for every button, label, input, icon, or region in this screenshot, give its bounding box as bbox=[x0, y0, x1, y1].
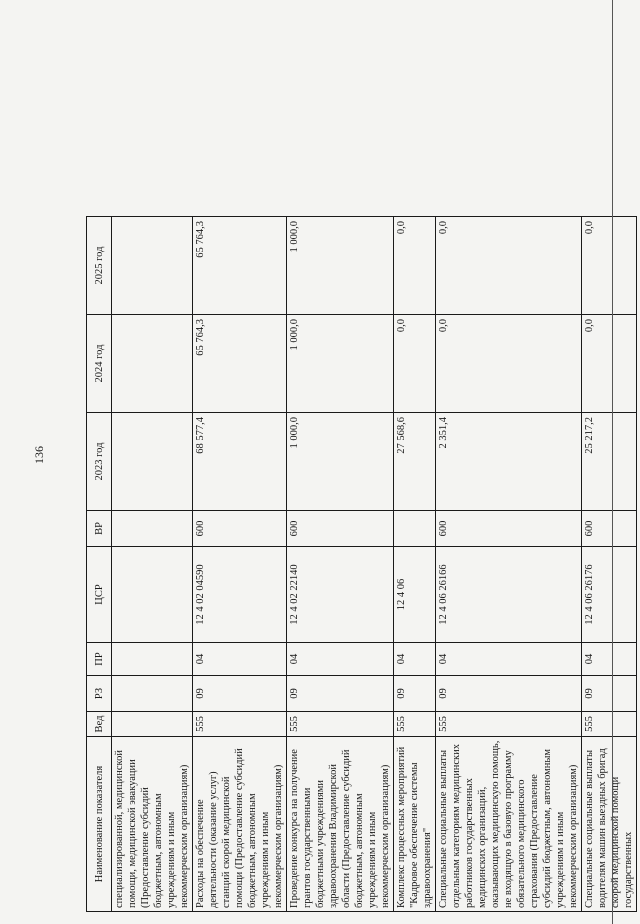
col-header-2023: 2023 год bbox=[87, 413, 112, 511]
cell-2025: 65 764,3 bbox=[193, 217, 287, 315]
cell-rz: 09 bbox=[436, 676, 582, 712]
cell-vr: 600 bbox=[193, 511, 287, 547]
budget-table bbox=[86, 216, 637, 912]
table-header-row bbox=[87, 217, 112, 912]
cell-rz: 09 bbox=[394, 676, 436, 712]
cell-2024 bbox=[112, 315, 193, 413]
col-header-pr: ПР bbox=[87, 643, 112, 676]
table-row bbox=[193, 217, 287, 912]
cell-2025: 0,0 bbox=[394, 217, 436, 315]
col-header-name: Наименование показателя bbox=[87, 737, 112, 912]
cell-2025: 0,0 bbox=[582, 217, 637, 315]
table-row bbox=[287, 217, 394, 912]
cell-2025: 1 000,0 bbox=[287, 217, 394, 315]
cell-rz: 09 bbox=[582, 676, 637, 712]
cell-vr bbox=[112, 511, 193, 547]
col-header-2024: 2024 год bbox=[87, 315, 112, 413]
cell-2024: 0,0 bbox=[582, 315, 637, 413]
cell-rz: 09 bbox=[287, 676, 394, 712]
cell-2023: 25 217,2 bbox=[582, 413, 637, 511]
cell-name: Специальные социальные выплаты отдельным категориям медицинских работников государственных медицинских организаций, оказывающих медицинскую помощь, не входящую в базовую программу обязательного медицинского страхования (Предоставление субсидий бюджетным, автономным учреждениям и иным некоммерческим организациям) bbox=[436, 737, 582, 912]
cell-2023 bbox=[112, 413, 193, 511]
cell-csr: 12 4 02 04590 bbox=[193, 547, 287, 643]
cell-vr: 600 bbox=[582, 511, 637, 547]
cell-csr: 12 4 06 26176 bbox=[582, 547, 637, 643]
cell-pr: 04 bbox=[287, 643, 394, 676]
table-row bbox=[436, 217, 582, 912]
page-bottom-rule bbox=[612, 0, 613, 924]
cell-rz: 09 bbox=[193, 676, 287, 712]
cell-2024: 1 000,0 bbox=[287, 315, 394, 413]
cell-pr: 04 bbox=[193, 643, 287, 676]
cell-2024: 0,0 bbox=[394, 315, 436, 413]
cell-ved: 555 bbox=[394, 712, 436, 737]
cell-pr: 04 bbox=[436, 643, 582, 676]
cell-csr: 12 4 06 bbox=[394, 547, 436, 643]
cell-vr: 600 bbox=[436, 511, 582, 547]
cell-name: специализированной, медицинской помощи, медицинской эвакуации (Предоставление субсидий бюджетным, автономным учреждениям и иным некоммерческим организациям) bbox=[112, 737, 193, 912]
cell-2024: 65 764,3 bbox=[193, 315, 287, 413]
table-row bbox=[112, 217, 193, 912]
cell-2024: 0,0 bbox=[436, 315, 582, 413]
cell-csr: 12 4 02 22140 bbox=[287, 547, 394, 643]
cell-vr bbox=[394, 511, 436, 547]
col-header-ved: Вед bbox=[87, 712, 112, 737]
cell-csr bbox=[112, 547, 193, 643]
cell-ved: 555 bbox=[193, 712, 287, 737]
page-number: 136 bbox=[32, 446, 46, 464]
cell-2023: 1 000,0 bbox=[287, 413, 394, 511]
col-header-vr: ВР bbox=[87, 511, 112, 547]
cell-pr: 04 bbox=[582, 643, 637, 676]
col-header-csr: ЦСР bbox=[87, 547, 112, 643]
cell-name: Расходы на обеспечение деятельности (оказание услуг) станций скорой медицинской помощи (Предоставление субсидий бюджетным, автономным учреждениям и иным некоммерческим организациям) bbox=[193, 737, 287, 912]
cell-2025: 0,0 bbox=[436, 217, 582, 315]
cell-ved: 555 bbox=[582, 712, 637, 737]
cell-rz bbox=[112, 676, 193, 712]
cell-2023: 2 351,4 bbox=[436, 413, 582, 511]
cell-pr bbox=[112, 643, 193, 676]
table-row bbox=[394, 217, 436, 912]
cell-name: Комплекс процессных мероприятий "Кадровое обеспечение системы здравоохранения" bbox=[394, 737, 436, 912]
cell-2023: 27 568,6 bbox=[394, 413, 436, 511]
cell-ved: 555 bbox=[287, 712, 394, 737]
cell-vr: 600 bbox=[287, 511, 394, 547]
cell-2025 bbox=[112, 217, 193, 315]
cell-2023: 68 577,4 bbox=[193, 413, 287, 511]
cell-name: Проведение конкурса на получение грантов государственными бюджетными учреждениями здравоохранения Владимирской области (Предоставление субсидий бюджетным, автономным учреждениям и иным некоммерческим организациям) bbox=[287, 737, 394, 912]
cell-ved bbox=[112, 712, 193, 737]
col-header-rz: РЗ bbox=[87, 676, 112, 712]
cell-csr: 12 4 06 26166 bbox=[436, 547, 582, 643]
cell-ved: 555 bbox=[436, 712, 582, 737]
col-header-2025: 2025 год bbox=[87, 217, 112, 315]
cell-name: Специальные социальные выплаты водителям машин выездных бригад скорой медицинской помощи государственных bbox=[582, 737, 637, 912]
cell-pr: 04 bbox=[394, 643, 436, 676]
table-row bbox=[582, 217, 637, 912]
